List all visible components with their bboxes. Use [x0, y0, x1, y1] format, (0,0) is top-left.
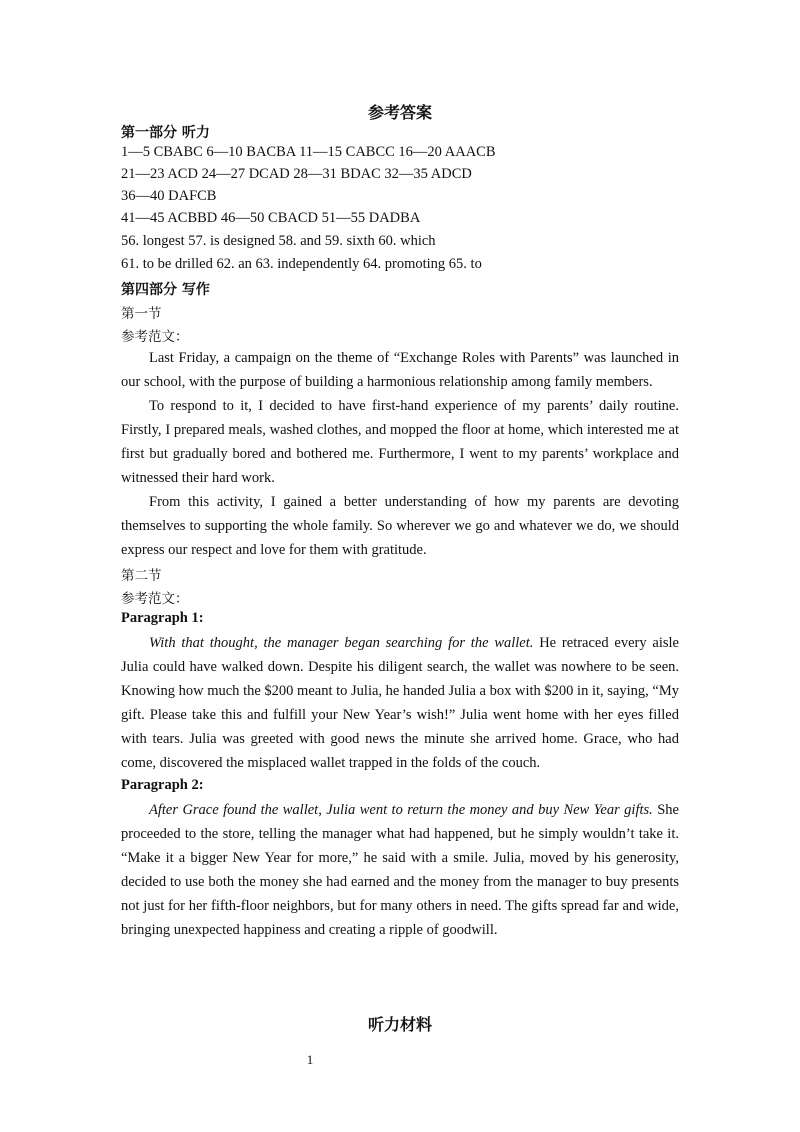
- section1-sample-label: 参考范文：: [121, 329, 189, 345]
- answer-line: 56. longest 57. is designed 58. and 59. sixth 60. which: [121, 233, 436, 249]
- page-number: 1: [306, 1052, 314, 1067]
- essay-paragraph: To respond to it, I decided to have first-hand experience of my parents’ daily routine. Firstly, I prepared meals, washed clothes, and mopped the floor at home, which interested me at first but gradually bored and bothered me. Furthermore, I went to my parents’ workplace and witnessed their hard work.: [121, 398, 679, 486]
- section1-label: 第一节: [121, 306, 162, 322]
- answer-line: 36—40 DAFCB: [121, 188, 217, 204]
- page-title: 参考答案: [367, 103, 432, 122]
- section2-sample-label: 参考范文：: [121, 591, 189, 607]
- listening-title: 听力材料: [367, 1015, 432, 1034]
- paragraph2-text: [121, 798, 679, 942]
- section1-essay: [121, 346, 679, 562]
- essay-paragraph: From this activity, I gained a better understanding of how my parents are devoting themselves to supporting the whole family. So wherever we go and whatever we do, we should express our respect and love for them with gratitude.: [121, 494, 679, 558]
- answer-line: 61. to be drilled 62. an 63. independently 64. promoting 65. to: [121, 256, 482, 272]
- paragraph1-label: Paragraph 1:: [121, 610, 204, 626]
- paragraph2-lead: After Grace found the wallet, Julia went to return the money and buy New Year gifts.: [149, 802, 653, 818]
- section2-label: 第二节: [121, 568, 162, 584]
- paragraph2-label: Paragraph 2:: [121, 777, 204, 793]
- essay-paragraph: Last Friday, a campaign on the theme of “Exchange Roles with Parents” was launched in our school, with the purpose of building a harmonious relationship among family members.: [121, 350, 679, 390]
- answer-line: 1—5 CBABC 6—10 BACBA 11—15 CABCC 16—20 AAACB: [121, 144, 496, 160]
- answer-line: 21—23 ACD 24—27 DCAD 28—31 BDAC 32—35 ADCD: [121, 166, 472, 182]
- answer-line: 41—45 ACBBD 46—50 CBACD 51—55 DADBA: [121, 210, 421, 226]
- paragraph2-body: She proceeded to the store, telling the manager what had happened, but he simply wouldn’t take it. “Make it a bigger New Year for more,” he said with a smile. Julia, moved by his generosity, decided to use both the money she had earned and the money from the manager to buy presents not just for her fifth-floor neighbors, but for many others in need. The gifts spread far and wide, bringing unexpected happiness and creating a ripple of goodwill.: [121, 802, 679, 938]
- part4-heading: 第四部分 写作: [121, 282, 210, 298]
- part1-heading: 第一部分 听力: [121, 125, 210, 141]
- paragraph1-text: [121, 631, 679, 775]
- paragraph1-body: He retraced every aisle Julia could have walked down. Despite his diligent search, the wallet was nowhere to be seen. Knowing how much the $200 meant to Julia, he handed Julia a box with $200 in it, saying, “My gift. Please take this and fulfill your New Year’s wish!” Julia went home with her eyes filled with tears. Julia was greeted with good news the minute she arrived home. Grace, who had come, discovered the misplaced wallet trapped in the folds of the couch.: [121, 635, 679, 771]
- paragraph1-lead: With that thought, the manager began searching for the wallet.: [149, 635, 534, 651]
